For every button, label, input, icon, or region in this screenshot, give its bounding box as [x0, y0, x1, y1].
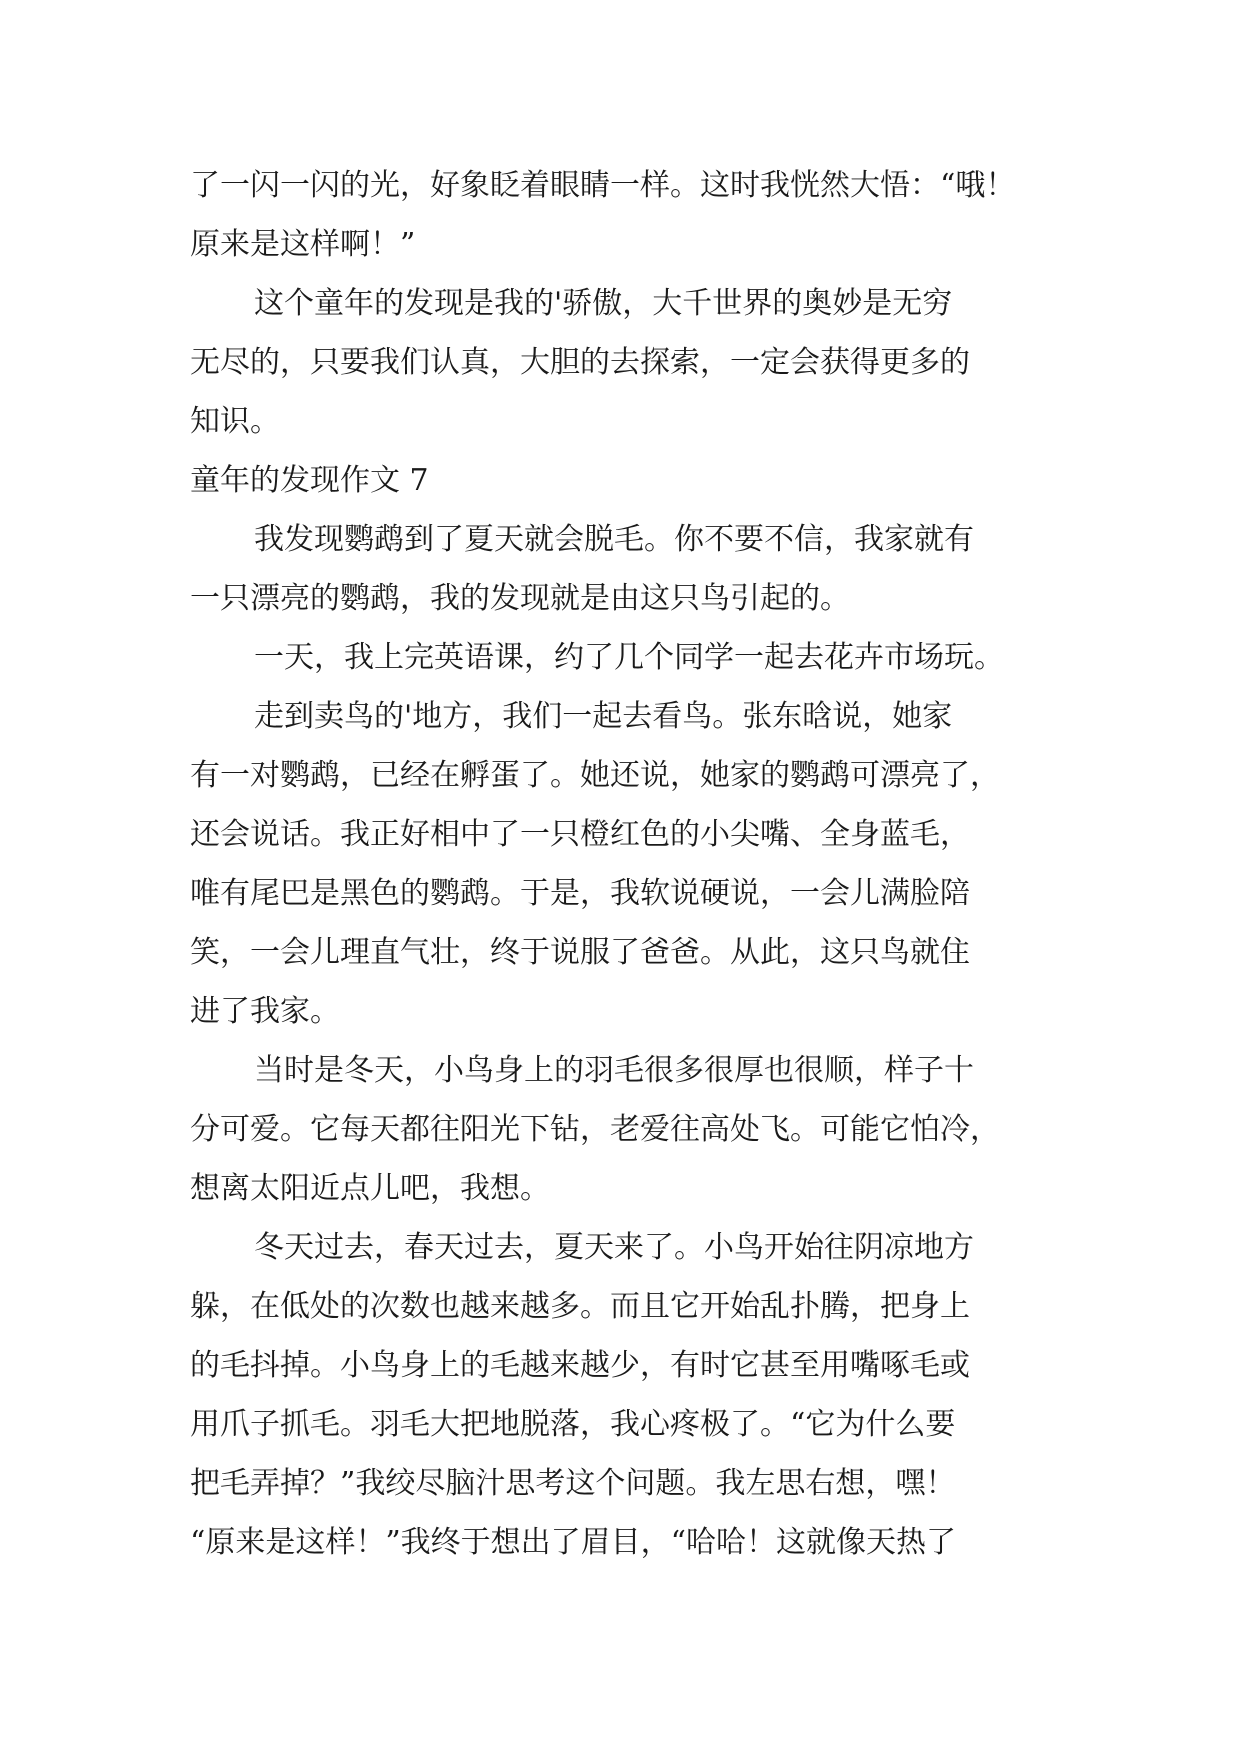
paragraph-3 — [190, 687, 1070, 1041]
paragraph-4 — [190, 1041, 1070, 1218]
text-line: 我发现鹦鹉到了夏天就会脱毛。你不要不信，我家就有 — [254, 522, 974, 557]
text-line: 知识。 — [190, 404, 280, 439]
text-line: 这个童年的发现是我的'骄傲，大千世界的奥妙是无穷 — [254, 286, 953, 321]
document-body — [190, 156, 1070, 1572]
text-line: 原来是这样啊！” — [190, 227, 416, 262]
paragraph-5 — [190, 1218, 1070, 1572]
text-line: 把毛弄掉？”我绞尽脑汁思考这个问题。我左思右想，嘿！ — [190, 1466, 956, 1501]
text-line: 分可爱。它每天都往阳光下钻，老爱往高处飞。可能它怕冷， — [190, 1112, 1000, 1147]
text-line: 用爪子抓毛。羽毛大把地脱落，我心疼极了。“它为什么要 — [190, 1407, 956, 1442]
text-line: 还会说话。我正好相中了一只橙红色的小尖嘴、全身蓝毛， — [190, 817, 970, 852]
previous-essay-ending — [190, 156, 1070, 451]
text-line: 一天，我上完英语课，约了几个同学一起去花卉市场玩。 — [254, 640, 1004, 675]
text-line: 笑，一会儿理直气壮，终于说服了爸爸。从此，这只鸟就住 — [190, 935, 970, 970]
text-line: 有一对鹦鹉，已经在孵蛋了。她还说，她家的鹦鹉可漂亮了， — [190, 758, 1000, 793]
essay-title: 童年的发现作文 7 — [190, 463, 429, 498]
paragraph-1 — [190, 510, 1070, 628]
text-line: 无尽的，只要我们认真，大胆的去探索，一定会获得更多的 — [190, 345, 970, 380]
text-line: 走到卖鸟的'地方，我们一起去看鸟。张东晗说，她家 — [254, 699, 953, 734]
paragraph-2 — [190, 628, 1070, 687]
text-line: 唯有尾巴是黑色的鹦鹉。于是，我软说硬说，一会儿满脸陪 — [190, 876, 970, 911]
text-line: 进了我家。 — [190, 994, 340, 1029]
text-line: 躲，在低处的次数也越来越多。而且它开始乱扑腾，把身上 — [190, 1289, 970, 1324]
text-line: 一只漂亮的鹦鹉，我的发现就是由这只鸟引起的。 — [190, 581, 850, 616]
text-line: 冬天过去，春天过去，夏天来了。小鸟开始往阴凉地方 — [254, 1230, 974, 1265]
text-line: 的毛抖掉。小鸟身上的毛越来越少，有时它甚至用嘴啄毛或 — [190, 1348, 970, 1383]
text-line: 想离太阳近点儿吧，我想。 — [190, 1171, 550, 1206]
text-line: 了一闪一闪的光，好象眨着眼睛一样。这时我恍然大悟：“哦！ — [190, 168, 1016, 203]
text-line: “原来是这样！”我终于想出了眉目，“哈哈！这就像天热了 — [190, 1525, 957, 1560]
text-line: 当时是冬天，小鸟身上的羽毛很多很厚也很顺，样子十 — [254, 1053, 974, 1088]
